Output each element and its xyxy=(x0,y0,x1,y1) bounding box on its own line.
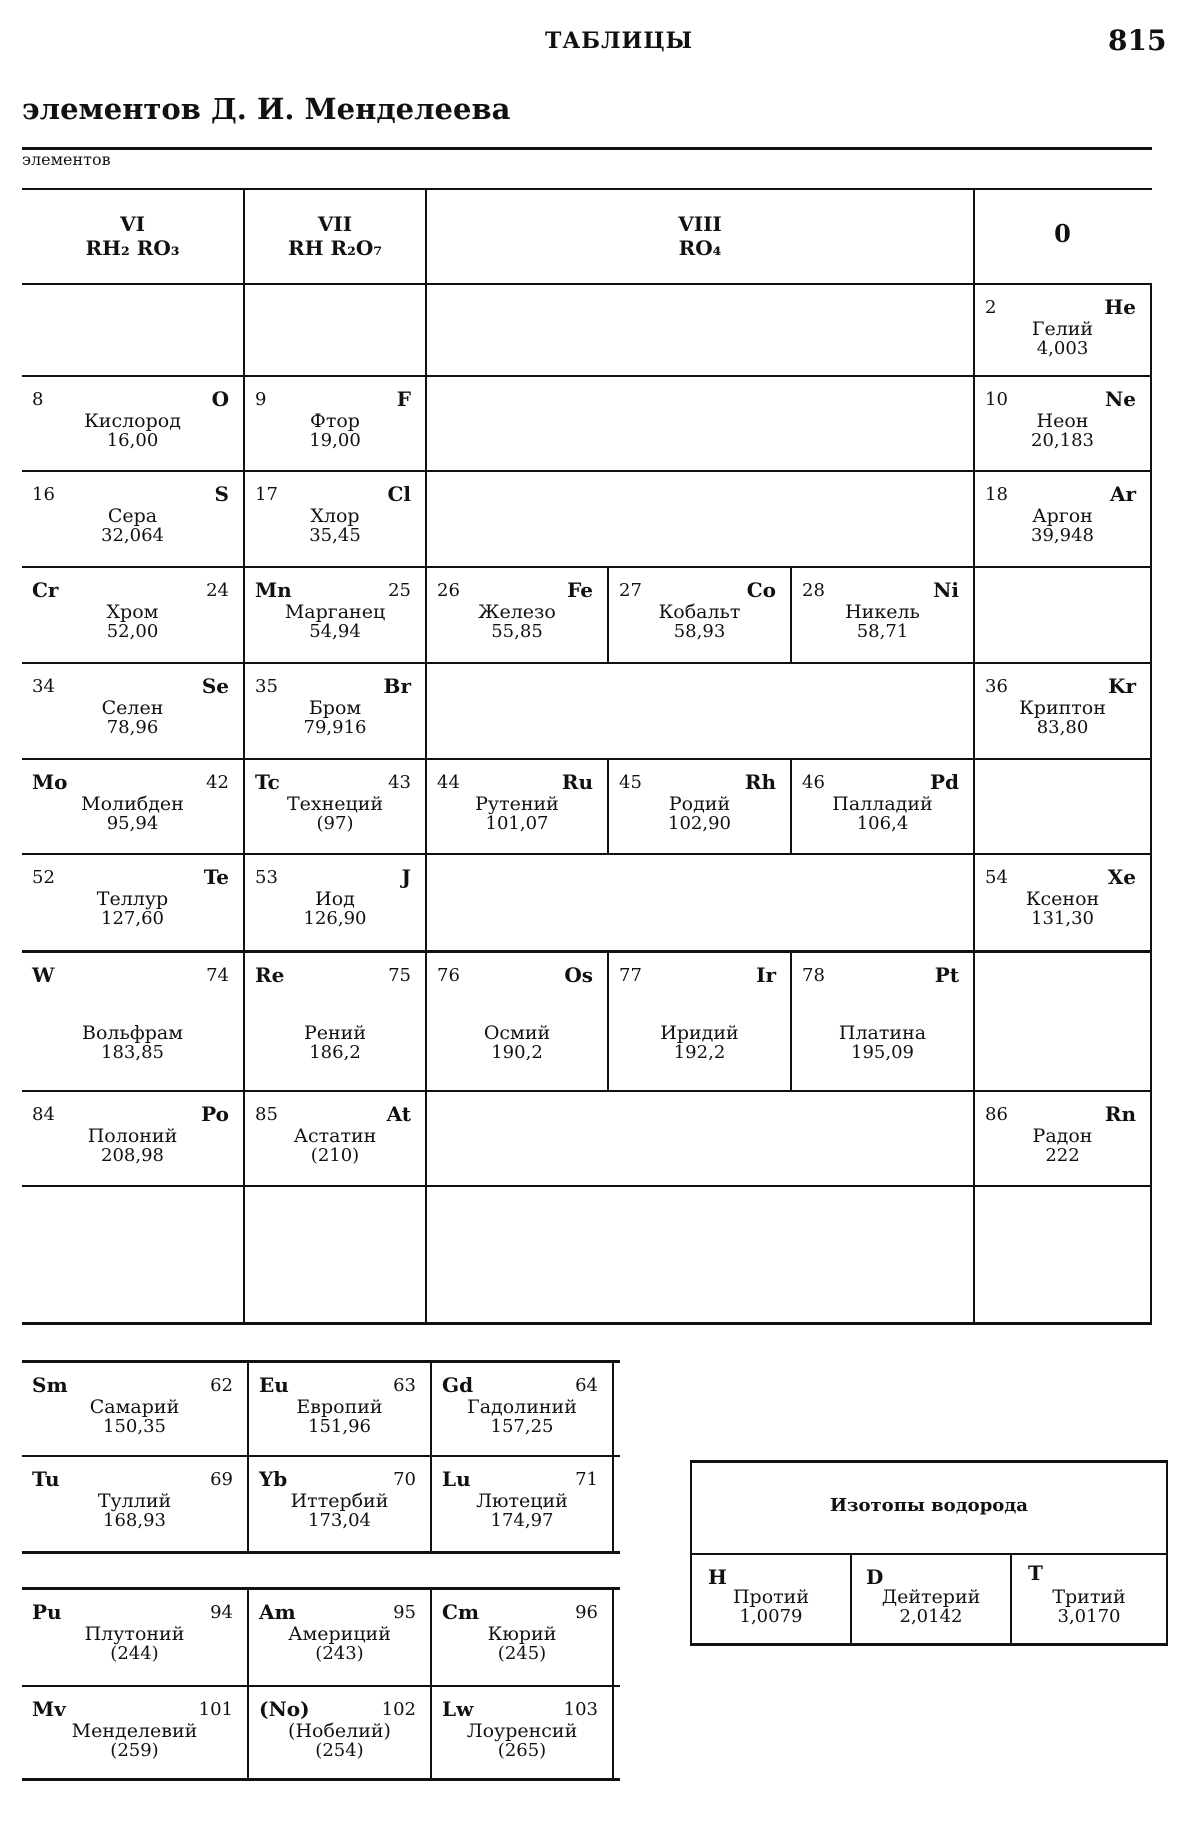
atomic-number: 64 xyxy=(575,1375,598,1396)
table-rule xyxy=(22,1551,620,1554)
element-symbol: Mv xyxy=(32,1697,66,1721)
element-symbol: S xyxy=(214,482,229,506)
element-cell-sm xyxy=(22,1363,247,1455)
element-cell-se xyxy=(22,664,243,758)
element-name: Марганец xyxy=(284,601,386,623)
element-name: Полоний xyxy=(87,1125,178,1147)
isotope-cell-d xyxy=(852,1555,1010,1643)
atomic-number: 54 xyxy=(985,867,1008,888)
atomic-number: 27 xyxy=(619,580,642,601)
element-symbol: Xe xyxy=(1107,865,1136,889)
group-roman: VIII xyxy=(678,212,722,236)
atomic-mass: 174,97 xyxy=(490,1510,554,1531)
isotope-name: Протий xyxy=(732,1586,809,1608)
element-cell-ir xyxy=(609,953,790,1090)
element-name: Гадолиний xyxy=(467,1396,577,1418)
atomic-mass: 168,93 xyxy=(103,1510,166,1531)
table-rule xyxy=(22,147,1152,150)
element-cell-lu xyxy=(432,1457,612,1551)
element-name: Родий xyxy=(668,793,731,815)
atomic-number: 34 xyxy=(32,676,55,697)
element-symbol: Pu xyxy=(32,1600,62,1624)
atomic-number: 63 xyxy=(393,1375,416,1396)
element-symbol: Ni xyxy=(933,578,959,602)
table-rule xyxy=(22,188,1152,190)
element-symbol: Os xyxy=(564,963,593,987)
atomic-mass: (97) xyxy=(316,813,354,834)
isotope-mass: 3,0170 xyxy=(1057,1606,1121,1627)
column-rule xyxy=(430,1590,432,1778)
element-symbol: Cl xyxy=(387,482,411,506)
column-rule xyxy=(1166,1460,1168,1645)
atomic-mass: 39,948 xyxy=(1031,525,1094,546)
isotope-name: Дейтерий xyxy=(881,1586,981,1608)
element-cell-pu xyxy=(22,1590,247,1685)
element-cell-mv xyxy=(22,1687,247,1778)
element-name: Теллур xyxy=(96,888,169,910)
element-cell-te xyxy=(22,855,243,950)
element-symbol: Ir xyxy=(756,963,776,987)
atomic-mass: (245) xyxy=(497,1643,547,1664)
atomic-number: 70 xyxy=(393,1469,416,1490)
atomic-number: 76 xyxy=(437,965,460,986)
atomic-mass: 54,94 xyxy=(309,621,361,642)
atomic-mass: 127,60 xyxy=(101,908,164,929)
atomic-mass: 106,4 xyxy=(856,813,909,834)
element-symbol: Sm xyxy=(32,1373,68,1397)
element-name: Кобальт xyxy=(658,601,741,623)
element-symbol: Ne xyxy=(1104,387,1136,411)
element-symbol: Cm xyxy=(442,1600,480,1624)
element-symbol: Yb xyxy=(259,1467,288,1491)
atomic-number: 86 xyxy=(985,1104,1008,1125)
element-cell-pd xyxy=(792,760,973,853)
column-rule xyxy=(1150,283,1152,1322)
element-name: Осмий xyxy=(483,1022,551,1044)
atomic-number: 71 xyxy=(575,1469,598,1490)
element-symbol: W xyxy=(32,963,55,987)
table-rule xyxy=(22,1455,620,1457)
element-symbol: Mo xyxy=(32,770,68,794)
element-name: (Нобелий) xyxy=(288,1720,391,1742)
atomic-number: 77 xyxy=(619,965,642,986)
element-cell-he xyxy=(975,285,1150,375)
column-rule xyxy=(612,1362,614,1551)
atomic-number: 53 xyxy=(255,867,278,888)
element-cell-am xyxy=(249,1590,430,1685)
element-symbol: Ar xyxy=(1109,482,1136,506)
element-name: Рутений xyxy=(475,793,559,815)
table-rule xyxy=(22,1360,620,1363)
isotope-mass: 1,0079 xyxy=(739,1606,803,1627)
element-name: Гелий xyxy=(1031,318,1094,340)
atomic-number: 102 xyxy=(381,1699,416,1720)
element-cell-xe xyxy=(975,855,1150,950)
element-cell-f xyxy=(245,377,425,470)
group-vii-header xyxy=(245,212,425,260)
isotope-symbol: H xyxy=(708,1565,727,1589)
subheader: элементов xyxy=(22,150,111,169)
element-symbol: Po xyxy=(201,1102,229,1126)
element-cell-re xyxy=(245,953,425,1090)
atomic-mass: 126,90 xyxy=(303,908,367,929)
atomic-mass: 190,2 xyxy=(491,1042,543,1063)
atomic-mass: (243) xyxy=(315,1643,364,1664)
group-formula: RH R₂O₇ xyxy=(287,236,383,260)
atomic-mass: 83,80 xyxy=(1036,717,1089,738)
element-symbol: Lu xyxy=(442,1467,471,1491)
element-name: Кюрий xyxy=(487,1623,557,1645)
element-cell-at xyxy=(245,1092,425,1185)
table-rule xyxy=(22,1322,1152,1325)
atomic-mass: (210) xyxy=(310,1145,360,1166)
atomic-number: 44 xyxy=(437,772,460,793)
element-cell-ar xyxy=(975,472,1150,566)
atomic-mass: 55,85 xyxy=(491,621,543,642)
atomic-mass: 78,96 xyxy=(106,717,159,738)
atomic-number: 26 xyxy=(437,580,460,601)
atomic-number: 2 xyxy=(985,297,997,318)
atomic-mass: 20,183 xyxy=(1031,430,1094,451)
atomic-number: 43 xyxy=(388,772,411,793)
element-symbol: Gd xyxy=(442,1373,474,1397)
element-cell-cl xyxy=(245,472,425,566)
atomic-number: 45 xyxy=(619,772,642,793)
table-rule xyxy=(690,1460,1168,1463)
atomic-number: 62 xyxy=(210,1375,233,1396)
element-name: Кислород xyxy=(84,410,181,432)
element-name: Криптон xyxy=(1019,697,1106,719)
element-name: Радон xyxy=(1032,1125,1093,1147)
atomic-mass: 79,916 xyxy=(303,717,367,738)
element-symbol: Tu xyxy=(32,1467,60,1491)
atomic-mass: 102,90 xyxy=(668,813,731,834)
atomic-mass: 101,07 xyxy=(485,813,549,834)
element-symbol: At xyxy=(386,1102,411,1126)
element-name: Вольфрам xyxy=(82,1022,183,1044)
element-name: Молибден xyxy=(81,793,184,815)
element-symbol: Re xyxy=(255,963,285,987)
element-cell-pt xyxy=(792,953,973,1090)
atomic-mass: 52,00 xyxy=(106,621,159,642)
table-rule xyxy=(22,1778,620,1781)
element-cell-rh xyxy=(609,760,790,853)
atomic-number: 8 xyxy=(32,389,44,410)
element-name: Палладий xyxy=(832,793,933,815)
isotope-symbol: D xyxy=(866,1565,884,1589)
atomic-mass: 4,003 xyxy=(1036,338,1089,359)
group-formula: RO₄ xyxy=(678,236,722,260)
element-cell-mn xyxy=(245,568,425,662)
atomic-mass: 35,45 xyxy=(309,525,361,546)
element-symbol: (No) xyxy=(259,1697,310,1721)
element-name: Астатин xyxy=(293,1125,377,1147)
atomic-mass: 173,04 xyxy=(308,1510,371,1531)
element-cell-co xyxy=(609,568,790,662)
element-symbol: O xyxy=(211,387,229,411)
element-name: Лоуренсий xyxy=(466,1720,578,1742)
atomic-mass: 186,2 xyxy=(309,1042,361,1063)
atomic-number: 28 xyxy=(802,580,825,601)
element-name: Иттербий xyxy=(290,1490,389,1512)
atomic-number: 17 xyxy=(255,484,278,505)
atomic-mass: 32,064 xyxy=(101,525,164,546)
atomic-number: 69 xyxy=(210,1469,233,1490)
page-number: 815 xyxy=(1108,24,1167,57)
column-rule xyxy=(612,1590,614,1778)
atomic-number: 94 xyxy=(210,1602,233,1623)
atomic-mass: 131,30 xyxy=(1031,908,1094,929)
atomic-mass: 19,00 xyxy=(309,430,361,451)
atomic-mass: 95,94 xyxy=(106,813,159,834)
atomic-mass: 151,96 xyxy=(308,1416,371,1437)
element-cell-o xyxy=(22,377,243,470)
isotope-mass: 2,0142 xyxy=(899,1606,963,1627)
element-name: Хлор xyxy=(310,505,360,527)
element-cell-cr xyxy=(22,568,243,662)
atomic-number: 10 xyxy=(985,389,1008,410)
column-rule xyxy=(425,190,427,1322)
element-cell-no xyxy=(249,1687,430,1778)
element-symbol: Te xyxy=(203,865,229,889)
element-cell-tu xyxy=(22,1457,247,1551)
atomic-mass: (244) xyxy=(110,1643,159,1664)
element-cell-yb xyxy=(249,1457,430,1551)
atomic-mass: 222 xyxy=(1045,1145,1080,1166)
atomic-mass: (265) xyxy=(497,1740,547,1761)
element-symbol: Eu xyxy=(259,1373,289,1397)
element-symbol: Pd xyxy=(929,770,959,794)
isotope-name: Тритий xyxy=(1052,1586,1126,1608)
isotope-cell-t xyxy=(1012,1555,1166,1643)
element-symbol: Kr xyxy=(1108,674,1136,698)
element-cell-os xyxy=(427,953,607,1090)
atomic-number: 78 xyxy=(802,965,825,986)
element-cell-lw xyxy=(432,1687,612,1778)
element-name: Никель xyxy=(845,601,920,623)
atomic-mass: (254) xyxy=(315,1740,364,1761)
isotope-symbol: T xyxy=(1028,1561,1043,1585)
atomic-number: 95 xyxy=(393,1602,416,1623)
atomic-mass: 58,93 xyxy=(673,621,726,642)
element-name: Лютеций xyxy=(476,1490,568,1512)
isotope-cell-h xyxy=(692,1555,850,1643)
element-name: Самарий xyxy=(89,1396,180,1418)
element-symbol: Se xyxy=(201,674,229,698)
table-rule xyxy=(22,1685,620,1687)
element-cell-fe xyxy=(427,568,607,662)
atomic-number: 74 xyxy=(206,965,229,986)
element-name: Менделевий xyxy=(71,1720,198,1742)
element-name: Хром xyxy=(106,601,159,623)
element-cell-br xyxy=(245,664,425,758)
element-name: Железо xyxy=(478,601,556,623)
element-name: Америций xyxy=(288,1623,391,1645)
atomic-number: 9 xyxy=(255,389,267,410)
atomic-mass: 192,2 xyxy=(673,1042,726,1063)
group-0-header xyxy=(975,219,1150,248)
element-symbol: Co xyxy=(746,578,776,602)
column-rule xyxy=(247,1362,249,1551)
element-name: Селен xyxy=(101,697,164,719)
group-roman: VI xyxy=(120,212,145,236)
element-cell-gd xyxy=(432,1363,612,1455)
element-symbol: He xyxy=(1104,295,1136,319)
atomic-number: 42 xyxy=(206,772,229,793)
element-symbol: Rh xyxy=(744,770,776,794)
atomic-mass: (259) xyxy=(110,1740,159,1761)
element-symbol: Pt xyxy=(934,963,959,987)
atomic-mass: 157,25 xyxy=(490,1416,554,1437)
element-name: Ксенон xyxy=(1025,888,1100,910)
element-cell-w xyxy=(22,953,243,1090)
element-name: Иридий xyxy=(660,1022,739,1044)
element-cell-eu xyxy=(249,1363,430,1455)
element-cell-tc xyxy=(245,760,425,853)
isotopes-title: Изотопы водорода xyxy=(830,1495,1028,1516)
atomic-mass: 195,09 xyxy=(851,1042,914,1063)
element-cell-kr xyxy=(975,664,1150,758)
element-name: Туллий xyxy=(97,1490,172,1512)
element-name: Бром xyxy=(308,697,362,719)
element-name: Фтор xyxy=(310,410,360,432)
atomic-number: 24 xyxy=(206,580,229,601)
atomic-number: 84 xyxy=(32,1104,55,1125)
element-name: Иод xyxy=(315,888,355,910)
group-formula: RH₂ RO₃ xyxy=(85,236,180,260)
element-cell-j xyxy=(245,855,425,950)
atomic-number: 35 xyxy=(255,676,278,697)
atomic-number: 96 xyxy=(575,1602,598,1623)
element-name: Технеций xyxy=(286,793,384,815)
element-cell-s xyxy=(22,472,243,566)
running-title: ТАБЛИЦЫ xyxy=(545,28,694,54)
atomic-mass: 183,85 xyxy=(101,1042,164,1063)
atomic-number: 46 xyxy=(802,772,825,793)
atomic-number: 18 xyxy=(985,484,1008,505)
atomic-mass: 58,71 xyxy=(856,621,909,642)
group-vi-header xyxy=(22,212,243,260)
element-symbol: J xyxy=(401,865,411,889)
group-viii-header xyxy=(427,212,973,260)
atomic-mass: 16,00 xyxy=(106,430,159,451)
column-rule xyxy=(430,1362,432,1551)
element-cell-cm xyxy=(432,1590,612,1685)
page-title: элементов Д. И. Менделеева xyxy=(22,92,511,126)
element-name: Европий xyxy=(296,1396,383,1418)
table-rule xyxy=(22,1185,1152,1187)
atomic-number: 101 xyxy=(198,1699,233,1720)
atomic-number: 75 xyxy=(388,965,411,986)
element-symbol: Br xyxy=(383,674,411,698)
element-cell-ni xyxy=(792,568,973,662)
element-cell-ru xyxy=(427,760,607,853)
atomic-number: 85 xyxy=(255,1104,278,1125)
element-symbol: F xyxy=(396,387,411,411)
element-name: Платина xyxy=(838,1022,927,1044)
table-rule xyxy=(22,1587,620,1590)
element-name: Сера xyxy=(107,505,158,527)
element-symbol: Am xyxy=(259,1600,296,1624)
atomic-mass: 150,35 xyxy=(103,1416,166,1437)
element-symbol: Mn xyxy=(255,578,292,602)
element-name: Рений xyxy=(303,1022,367,1044)
element-name: Плутоний xyxy=(84,1623,185,1645)
atomic-number: 103 xyxy=(563,1699,598,1720)
table-rule xyxy=(690,1643,1168,1646)
atomic-number: 36 xyxy=(985,676,1008,697)
atomic-number: 52 xyxy=(32,867,55,888)
element-name: Неон xyxy=(1036,410,1089,432)
atomic-number: 16 xyxy=(32,484,55,505)
element-name: Аргон xyxy=(1032,505,1093,527)
element-cell-po xyxy=(22,1092,243,1185)
atomic-number: 25 xyxy=(388,580,411,601)
element-symbol: Rn xyxy=(1104,1102,1136,1126)
element-cell-mo xyxy=(22,760,243,853)
group-roman: 0 xyxy=(1054,219,1071,248)
group-roman: VII xyxy=(317,212,353,236)
element-symbol: Cr xyxy=(32,578,59,602)
element-symbol: Lw xyxy=(442,1697,474,1721)
element-cell-rn xyxy=(975,1092,1150,1185)
atomic-mass: 208,98 xyxy=(101,1145,164,1166)
column-rule xyxy=(247,1590,249,1778)
element-symbol: Fe xyxy=(567,578,593,602)
element-symbol: Tc xyxy=(255,770,280,794)
element-cell-ne xyxy=(975,377,1150,470)
element-symbol: Ru xyxy=(561,770,593,794)
